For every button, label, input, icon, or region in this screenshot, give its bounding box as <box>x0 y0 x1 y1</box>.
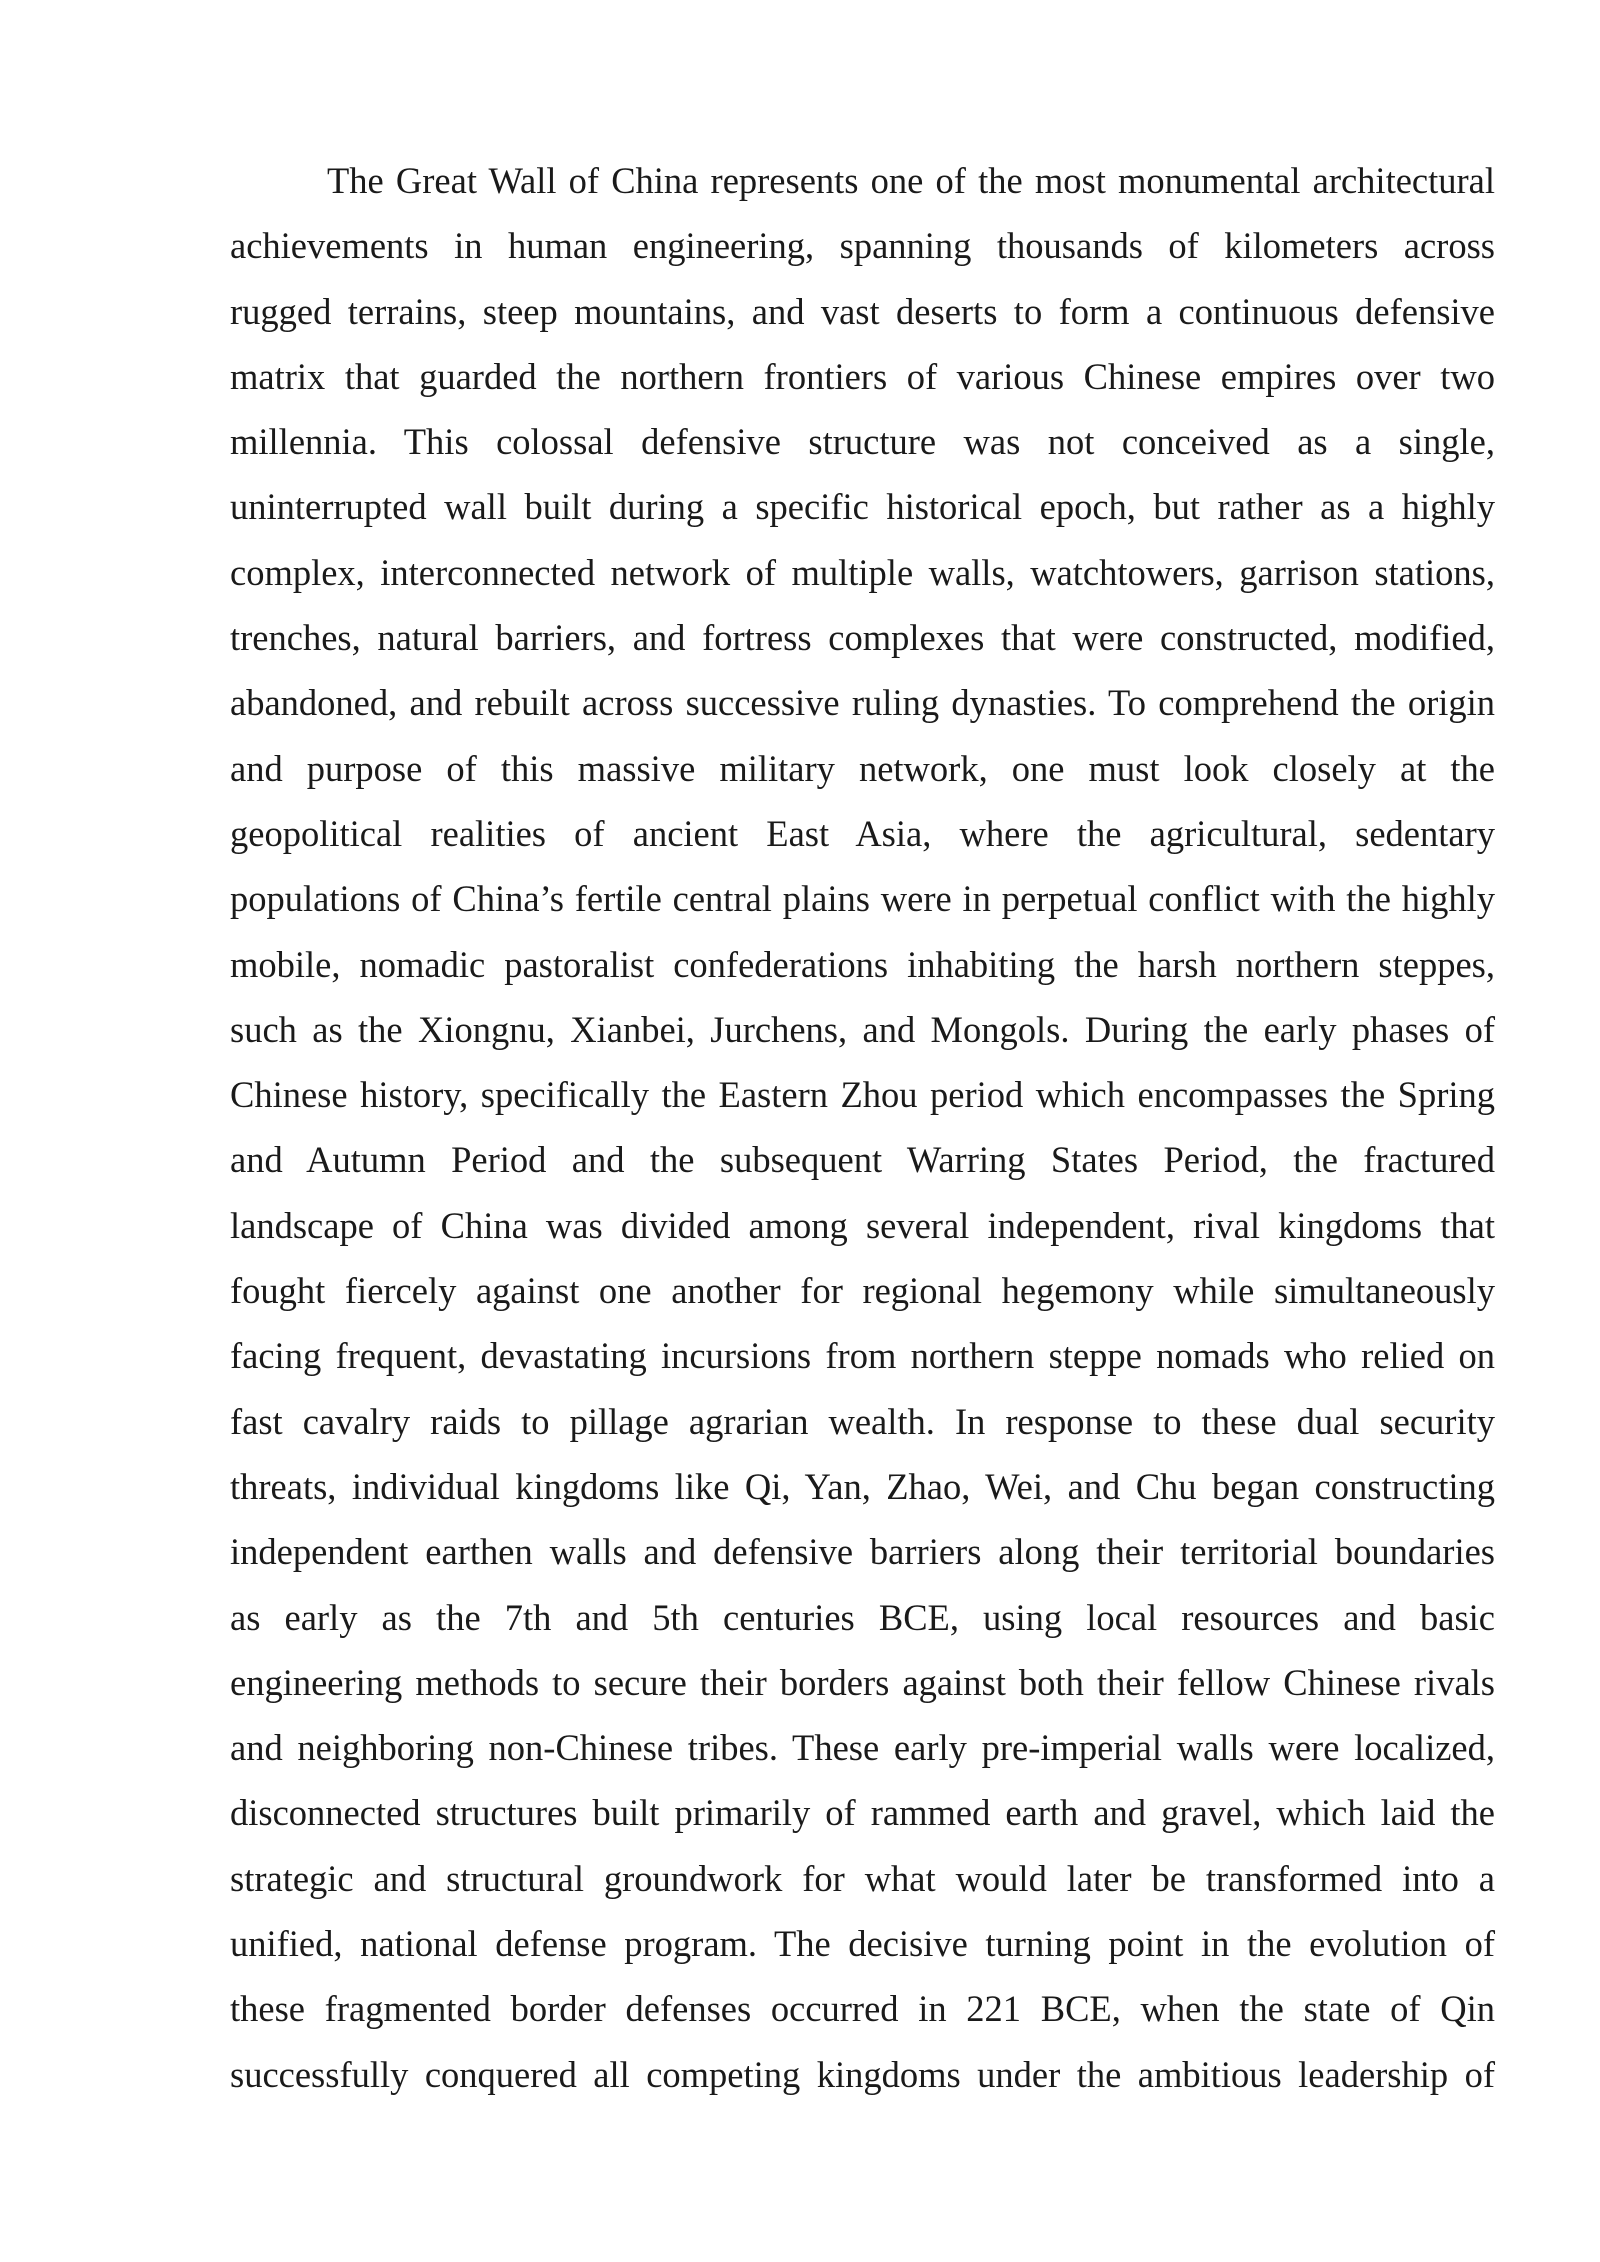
paragraph-line: independent earthen walls and defensive barriers along their territorial boundaries <box>230 1531 1495 1573</box>
paragraph-line: uninterrupted wall built during a specific historical epoch, but rather as a highly <box>230 486 1495 528</box>
paragraph-line: and Autumn Period and the subsequent Warring States Period, the fractured <box>230 1139 1495 1181</box>
paragraph-line: facing frequent, devastating incursions from northern steppe nomads who relied on <box>230 1335 1495 1377</box>
paragraph-line: populations of China’s fertile central plains were in perpetual conflict with the highly <box>230 878 1495 920</box>
paragraph-line: The Great Wall of China represents one of the most monumental architectural <box>327 160 1495 201</box>
paragraph-line: fought fiercely against one another for regional hegemony while simultaneously <box>230 1270 1495 1312</box>
paragraph-line: threats, individual kingdoms like Qi, Yan, Zhao, Wei, and Chu began constructing <box>230 1465 1495 1507</box>
paragraph-line: abandoned, and rebuilt across successive ruling dynasties. To comprehend the origin <box>230 682 1495 724</box>
paragraph-line: geopolitical realities of ancient East Asia, where the agricultural, sedentary <box>230 812 1495 854</box>
paragraph-line: matrix that guarded the northern frontiers of various Chinese empires over two <box>230 355 1495 397</box>
paragraph-line: these fragmented border defenses occurred in 221 BCE, when the state of Qin <box>230 1988 1495 2030</box>
paragraph-line: strategic and structural groundwork for what would later be transformed into a <box>230 1857 1495 1899</box>
paragraph-line: disconnected structures built primarily of rammed earth and gravel, which laid the <box>230 1792 1495 1834</box>
paragraph-line: successfully conquered all competing kingdoms under the ambitious leadership of <box>230 2053 1495 2095</box>
paragraph-line: as early as the 7th and 5th centuries BCE, using local resources and basic <box>230 1596 1495 1638</box>
paragraph-line: mobile, nomadic pastoralist confederations inhabiting the harsh northern steppes, <box>230 943 1495 985</box>
paragraph-line: fast cavalry raids to pillage agrarian wealth. In response to these dual security <box>230 1400 1495 1442</box>
paragraph-line: complex, interconnected network of multiple walls, watchtowers, garrison stations, <box>230 551 1495 593</box>
paragraph-line: achievements in human engineering, spanning thousands of kilometers across <box>230 225 1495 267</box>
paragraph-line: engineering methods to secure their borders against both their fellow Chinese rivals <box>230 1661 1495 1703</box>
paragraph-line: Chinese history, specifically the Eastern Zhou period which encompasses the Spring <box>230 1074 1495 1116</box>
paragraph-line: such as the Xiongnu, Xianbei, Jurchens, and Mongols. During the early phases of <box>230 1008 1495 1050</box>
paragraph-line: unified, national defense program. The decisive turning point in the evolution of <box>230 1923 1495 1965</box>
paragraph-line: and purpose of this massive military network, one must look closely at the <box>230 747 1495 789</box>
paragraph-line: landscape of China was divided among several independent, rival kingdoms that <box>230 1204 1495 1246</box>
paragraph-line: rugged terrains, steep mountains, and vast deserts to form a continuous defensive <box>230 290 1495 332</box>
paragraph-line: trenches, natural barriers, and fortress complexes that were constructed, modified, <box>230 617 1495 659</box>
paragraph-line: and neighboring non-Chinese tribes. These early pre-imperial walls were localized, <box>230 1727 1495 1769</box>
body-paragraph <box>230 148 1495 2107</box>
paragraph-line: millennia. This colossal defensive structure was not conceived as a single, <box>230 421 1495 463</box>
